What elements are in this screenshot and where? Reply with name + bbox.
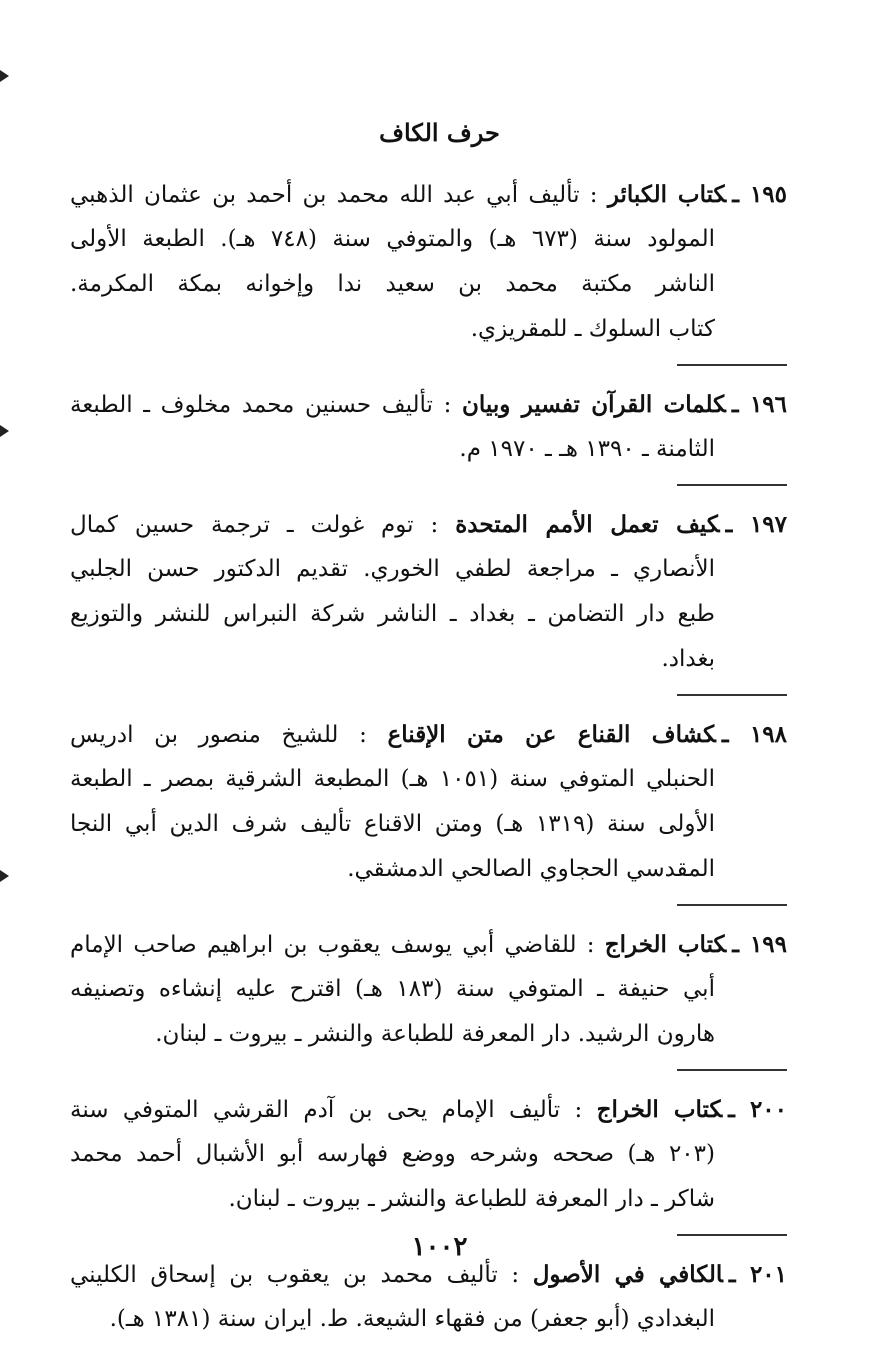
entry-text: المقدسي الحجاوي الصالحي الدمشقي. [347, 856, 715, 882]
entry-number: ١٩٦ ـ [731, 391, 787, 418]
entry-separator [70, 1069, 787, 1071]
entry-title: كتاب الكبائر [607, 181, 727, 208]
entry-line [70, 1132, 715, 1177]
entry-first-line [70, 172, 787, 217]
entry-line [70, 1177, 715, 1222]
margin-mark [0, 425, 9, 437]
entry-number: ٢٠٠ ـ [728, 1096, 787, 1123]
entry-separator [70, 904, 787, 906]
entry-number: ١٩٩ ـ [732, 931, 787, 958]
bibliography-entry [70, 712, 787, 906]
entry-text: : للقاضي أبي يوسف يعقوب بن ابراهيم صاحب الإمام [70, 932, 595, 958]
entry-separator [70, 484, 787, 486]
entry-separator [70, 694, 787, 696]
entry-number: ١٩٥ ـ [732, 181, 787, 208]
entry-text: أبي حنيفة ـ المتوفي سنة (١٨٣ هـ) اقترح عليه إنشاءه وتصنيفه [70, 976, 715, 1002]
entry-text: : تأليف حسنين محمد مخلوف ـ الطبعة [70, 392, 452, 418]
bibliography-entry [70, 382, 787, 486]
entry-line [70, 637, 715, 682]
entry-line [70, 757, 715, 802]
entry-line [70, 1012, 715, 1057]
entry-line [70, 967, 715, 1012]
entry-text: (٢٠٣ هـ) صححه وشرحه ووضع فهارسه أبو الأشبال أحمد محمد [70, 1141, 715, 1167]
entry-text: : تأليف الإمام يحى بن آدم القرشي المتوفي سنة [70, 1097, 583, 1123]
entry-first-line [70, 1087, 787, 1132]
entry-title: كشاف القناع عن متن الإقناع [387, 721, 716, 748]
entry-text: الأنصاري ـ مراجعة لطفي الخوري. تقديم الدكتور حسن الجلبي [70, 556, 715, 582]
entry-title: كتاب الخراج [596, 1096, 723, 1123]
entry-text: بغداد. [661, 646, 715, 672]
entry-line [70, 307, 715, 352]
entry-line [70, 1297, 715, 1342]
entry-first-line [70, 382, 787, 427]
entry-title: كيف تعمل الأمم المتحدة [455, 511, 720, 538]
entry-text: : تأليف أبي عبد الله محمد بن أحمد بن عثمان الذهبي [70, 182, 598, 208]
entry-text: الناشر مكتبة محمد بن سعيد ندا وإخوانه بمكة المكرمة. [70, 271, 715, 297]
entry-title: كتاب الخراج [604, 931, 727, 958]
bibliography-entry [70, 922, 787, 1071]
entry-text: : توم غولت ـ ترجمة حسين كمال [70, 512, 439, 538]
bibliography-entry [70, 1252, 787, 1356]
entry-number: ٢٠١ ـ [728, 1261, 787, 1288]
entry-first-line [70, 922, 787, 967]
entry-number: ١٩٨ ـ [721, 721, 788, 748]
page-header: حرف الكاف [379, 118, 500, 147]
entry-line [70, 847, 715, 892]
entry-title: الكافي في الأصول [532, 1261, 723, 1288]
entry-text: الحنبلي المتوفي سنة (١٠٥١ هـ) المطبعة الشرقية بمصر ـ الطبعة [70, 766, 715, 792]
entry-line [70, 802, 715, 847]
entry-line [70, 427, 715, 472]
entry-text: الأولى سنة (١٣١٩ هـ) ومتن الاقناع تأليف شرف الدين أبي النجا [70, 811, 715, 837]
margin-mark [0, 870, 9, 882]
page-number: ١٠٠٢ [411, 1232, 468, 1262]
entry-title: كلمات القرآن تفسير وبيان [462, 391, 726, 418]
bibliography-list [70, 172, 787, 1372]
entry-text: : تأليف محمد بن يعقوب بن إسحاق الكليني [70, 1262, 520, 1288]
entry-text: البغدادي (أبو جعفر) من فقهاء الشيعة. ط. ايران سنة (١٣٨١ هـ). [109, 1306, 715, 1332]
margin-mark [0, 70, 9, 82]
bibliography-entry [70, 502, 787, 696]
entry-text: الثامنة ـ ١٣٩٠ هـ ـ ١٩٧٠ م. [459, 436, 715, 462]
entry-line [70, 592, 715, 637]
entry-text: كتاب السلوك ـ للمقريزي. [470, 316, 715, 342]
entry-line [70, 262, 715, 307]
bibliography-entry [70, 1087, 787, 1236]
entry-number: ١٩٧ ـ [725, 511, 788, 538]
entry-first-line [70, 502, 787, 547]
entry-line [70, 547, 715, 592]
entry-text: المولود سنة (٦٧٣ هـ) والمتوفي سنة (٧٤٨ هـ). الطبعة الأولى [70, 226, 715, 252]
entry-text: طبع دار التضامن ـ بغداد ـ الناشر شركة النبراس للنشر والتوزيع [70, 601, 715, 627]
entry-text: هارون الرشيد. دار المعرفة للطباعة والنشر ـ بيروت ـ لبنان. [155, 1021, 715, 1047]
entry-first-line [70, 712, 787, 757]
entry-text: شاكر ـ دار المعرفة للطباعة والنشر ـ بيروت ـ لبنان. [228, 1186, 715, 1212]
bibliography-entry [70, 172, 787, 366]
entry-text: : للشيخ منصور بن ادريس [70, 722, 367, 748]
entry-line [70, 217, 715, 262]
entry-separator [70, 364, 787, 366]
